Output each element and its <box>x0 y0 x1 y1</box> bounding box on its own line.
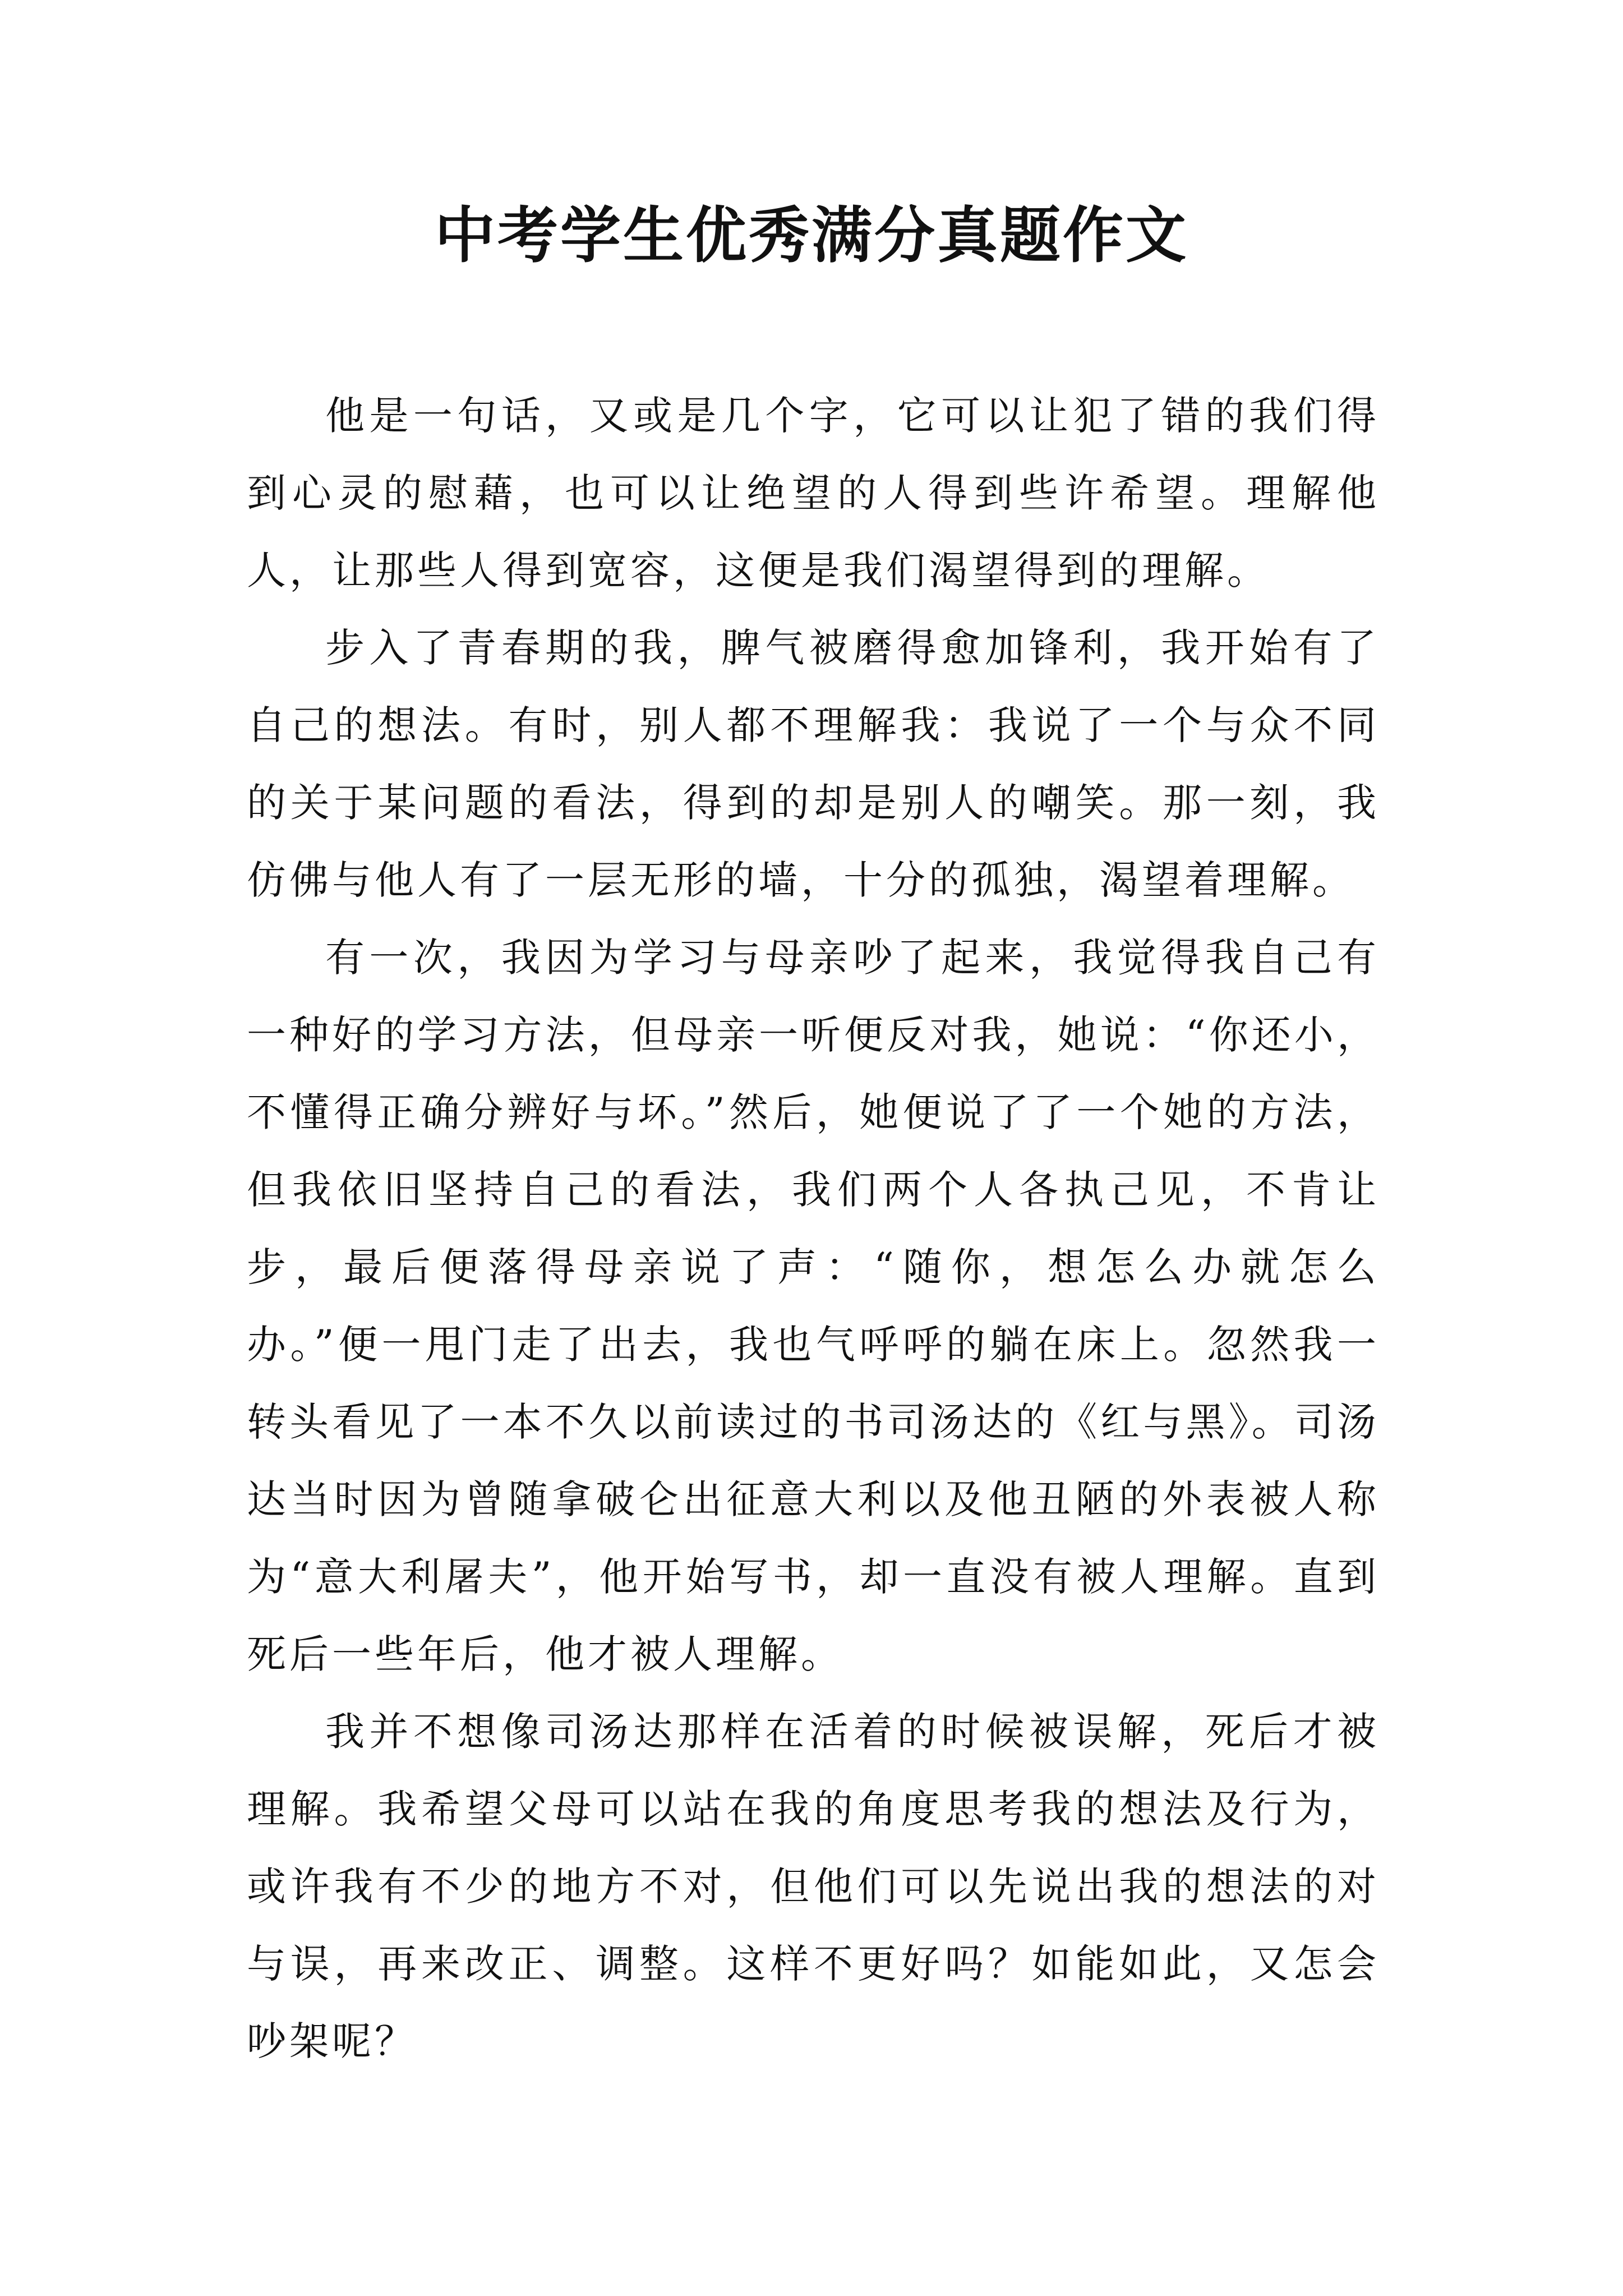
paragraph-4: 我并不想像司汤达那样在活着的时候被误解，死后才被理解。我希望父母可以站在我的角度思考我的想法及行为，或许我有不少的地方不对，但他们可以先说出我的想法的对与误，再来改正、调整。这样不更好吗？如能如此，又怎会吵架呢？ <box>247 1709 1380 2064</box>
document-title: 中考学生优秀满分真题作文 <box>434 200 1188 271</box>
paragraph-3: 有一次，我因为学习与母亲吵了起来，我觉得我自己有一种好的学习方法，但母亲一听便反对我，她说：“你还小，不懂得正确分辨好与坏。”然后，她便说了了一个她的方法，但我依旧坚持自己的看法，我们两个人各执己见，不肯让步，最后便落得母亲说了声：“随你，想怎么办就怎么办。”便一甩门走了出去，我也气呼呼的躺在床上。忽然我一转头看见了一本不久以前读过的书司汤达的《红与黑》。司汤达当时因为曾随拿破仑出征意大利以及他丑陋的外表被人称为“意大利屠夫”，他开始写书，却一直没有被人理解。直到死后一些年后，他才被人理解。 <box>247 935 1380 1677</box>
paragraph-2: 步入了青春期的我，脾气被磨得愈加锋利，我开始有了自己的想法。有时，别人都不理解我：我说了一个与众不同的关于某问题的看法，得到的却是别人的嘲笑。那一刻，我仿佛与他人有了一层无形的墙，十分的孤独，渴望着理解。 <box>247 625 1380 903</box>
document-body <box>247 377 1380 2080</box>
paragraph-1: 他是一句话，又或是几个字，它可以让犯了错的我们得到心灵的慰藉，也可以让绝望的人得到些许希望。理解他人，让那些人得到宽容，这便是我们渴望得到的理解。 <box>247 393 1380 593</box>
